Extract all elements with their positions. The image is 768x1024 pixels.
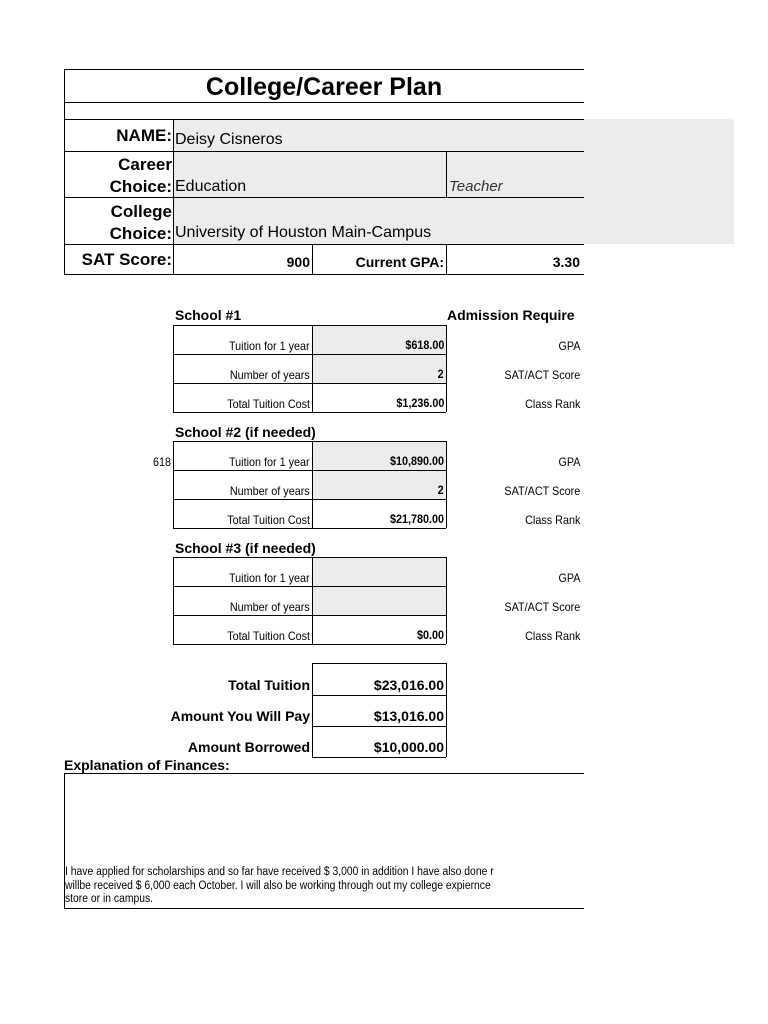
gpa-label: Current GPA: [355,254,444,270]
grid-line [173,383,446,384]
college-label-line2: Choice: [109,224,172,243]
amount-you-pay-label: Amount You Will Pay [170,708,310,724]
tuition-value[interactable]: $10,890.00 [389,454,444,468]
grid-line [446,325,447,412]
grid-line [312,441,313,528]
grid-line [173,615,446,616]
requirement-label: SAT/ACT Score [504,368,580,382]
grid-line [173,441,446,442]
grid-line [312,663,446,664]
explanation-line: willbe received $ 6,000 each October. I will also be working through out my college expiernce [65,879,491,892]
total-cost-label: Total Tuition Cost [227,629,310,643]
grid-line [173,441,174,528]
requirement-label: SAT/ACT Score [504,484,580,498]
college-label-line1: College [110,202,172,221]
grid-line [173,644,446,645]
name-value[interactable]: Deisy Cisneros [175,131,283,148]
grid-line [446,663,447,757]
grid-line [64,908,584,909]
requirement-label: SAT/ACT Score [504,600,580,614]
gpa-value[interactable]: 3.30 [552,254,580,270]
tuition-value[interactable]: $618.00 [404,338,444,352]
grid-line [312,695,446,696]
tuition-label: Tuition for 1 year [229,339,310,353]
sat-label: SAT Score: [81,250,172,269]
years-label: Number of years [230,368,310,382]
requirement-label: Class Rank [524,513,580,527]
total-cost-label: Total Tuition Cost [227,397,310,411]
grid-line [173,119,174,274]
requirement-label: Class Rank [524,629,580,643]
grid-line [64,69,584,70]
requirement-label: GPA [557,455,580,469]
side-note: 618 [152,455,171,469]
years-value[interactable]: 2 [437,367,444,381]
grid-line [173,470,446,471]
school-heading: School #3 (if needed) [175,540,316,556]
grid-line [312,726,446,727]
explanation-line: I have applied for scholarships and so far have received $ 3,000 in addition I have also done r [65,866,494,878]
total-tuition-label: Total Tuition [228,677,310,693]
explanation-text[interactable] [65,866,584,908]
grid-line [173,354,446,355]
grid-line [173,528,446,529]
grid-line [173,557,446,558]
years-label: Number of years [230,484,310,498]
grid-line [64,102,584,103]
amount-borrowed-value[interactable]: $10,000.00 [373,739,444,755]
college-choice-value[interactable]: University of Houston Main-Campus [175,224,432,241]
grid-line [173,557,174,644]
school-heading: School #2 (if needed) [175,424,316,440]
amount-borrowed-label: Amount Borrowed [187,739,310,755]
grid-line [312,757,446,758]
grid-line [312,663,313,757]
total-tuition-value[interactable]: $23,016.00 [373,677,444,693]
tuition-value[interactable] [314,569,444,585]
requirement-label: GPA [557,339,580,353]
total-cost-value[interactable]: $0.00 [416,628,444,642]
sat-value[interactable]: 900 [286,254,310,270]
grid-line [64,151,584,152]
grid-line [312,325,313,412]
career-label-line2: Choice: [109,177,172,196]
tuition-label: Tuition for 1 year [229,455,310,469]
name-label: NAME: [116,126,172,145]
grid-line [446,151,447,197]
grid-line [64,119,584,120]
amount-you-pay-value[interactable]: $13,016.00 [373,708,444,724]
grid-line [173,412,446,413]
grid-line [446,244,447,274]
page-title: College/Career Plan [205,73,443,101]
school-heading: School #1 [175,307,242,323]
requirement-label: GPA [557,571,580,585]
years-value[interactable] [314,598,444,614]
grid-line [312,557,313,644]
years-label: Number of years [230,600,310,614]
grid-line [446,557,447,644]
grid-line [64,773,584,774]
career-note[interactable]: Teacher [449,178,503,195]
explanation-line: store or in campus. [65,893,154,905]
total-cost-value[interactable]: $1,236.00 [395,396,444,410]
requirement-label: Class Rank [524,397,580,411]
explanation-heading: Explanation of Finances: [64,757,230,773]
grid-line [173,499,446,500]
career-choice-value[interactable]: Education [175,178,247,195]
tuition-label: Tuition for 1 year [229,571,310,585]
admission-header: Admission Require [447,307,575,323]
total-cost-label: Total Tuition Cost [227,513,310,527]
total-cost-value[interactable]: $21,780.00 [389,512,444,526]
grid-line [173,586,446,587]
career-label-line1: Career [118,155,172,174]
grid-line [173,325,174,412]
grid-line [446,441,447,528]
grid-line [64,274,584,275]
years-value[interactable]: 2 [437,483,444,497]
grid-line [312,244,313,274]
grid-line [173,325,446,326]
